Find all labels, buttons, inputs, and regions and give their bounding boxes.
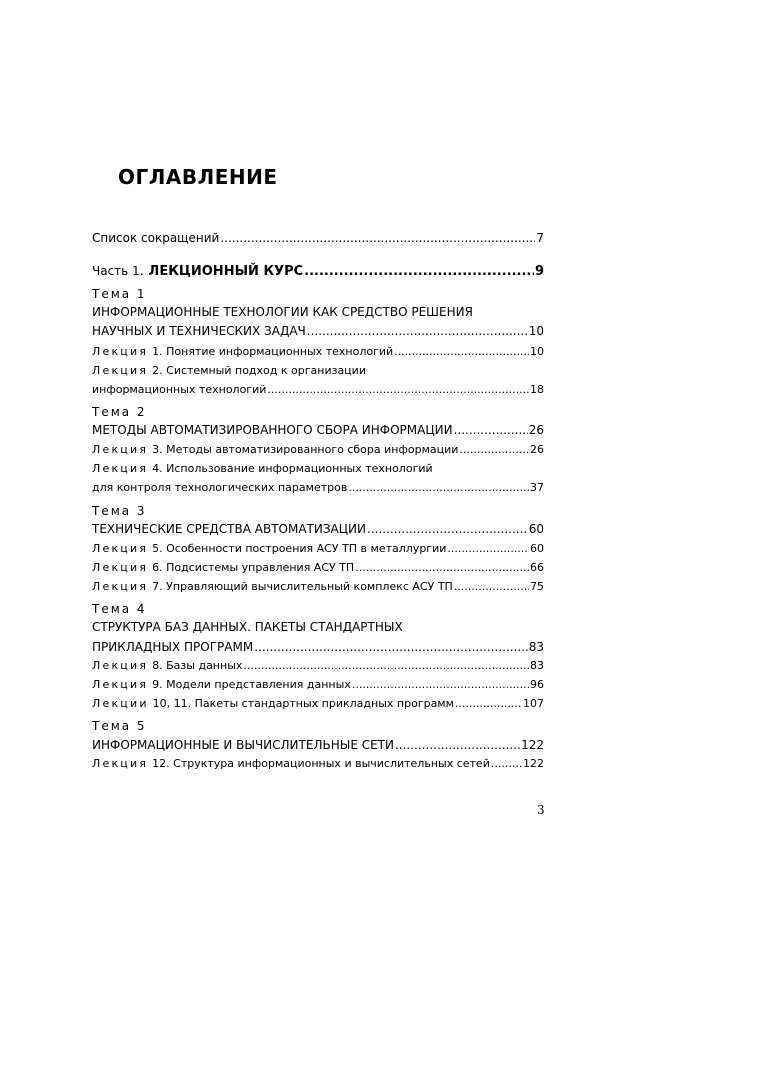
toc-entry-topic-2[interactable] bbox=[92, 423, 544, 437]
topic-title: НАУЧНЫХ И ТЕХНИЧЕСКИХ ЗАДАЧ bbox=[92, 324, 306, 338]
lecture-title-cont: для контроля технологических параметров bbox=[92, 481, 348, 494]
dot-leader bbox=[394, 345, 529, 358]
toc-page-number: 107 bbox=[523, 697, 544, 710]
toc-page-number: 83 bbox=[528, 640, 544, 654]
toc-page-number: 66 bbox=[530, 561, 544, 574]
toc-entry-lecture-8[interactable] bbox=[92, 659, 544, 672]
lecture-title: Модели представления данных bbox=[166, 678, 351, 691]
lecture-number: 9. bbox=[152, 678, 163, 691]
toc-page-number: 60 bbox=[528, 522, 544, 536]
toc-page-number: 83 bbox=[530, 659, 544, 672]
toc-entry-lecture-7[interactable] bbox=[92, 580, 544, 593]
toc-page-number: 7 bbox=[536, 231, 544, 245]
part-title: ЛЕКЦИОННЫЙ КУРС bbox=[148, 264, 304, 279]
topic-title: ИНФОРМАЦИОННЫЕ И ВЫЧИСЛИТЕЛЬНЫЕ СЕТИ bbox=[92, 738, 394, 752]
lecture-title: Пакеты стандартных прикладных программ bbox=[194, 697, 454, 710]
lecture-number: 12. bbox=[152, 757, 170, 770]
toc-page-number: 18 bbox=[530, 383, 544, 396]
dot-leader bbox=[395, 738, 520, 752]
lecture-number: 10, 11. bbox=[152, 697, 192, 710]
toc-entry-lecture-5[interactable] bbox=[92, 542, 544, 555]
lecture-number: 4. bbox=[152, 462, 163, 475]
dot-leader bbox=[459, 443, 529, 456]
lecture-title: Системный подход к организации bbox=[166, 364, 366, 377]
lecture-number: 5. bbox=[152, 542, 163, 555]
toc-page-number: 9 bbox=[534, 264, 544, 279]
lecture-word: Лекции bbox=[92, 697, 149, 710]
toc-entry-lecture-6[interactable] bbox=[92, 561, 544, 574]
toc-entry-topic-5[interactable] bbox=[92, 738, 544, 752]
lecture-title: Структура информационных и вычислительных сетей bbox=[173, 757, 490, 770]
toc-page-number: 96 bbox=[530, 678, 544, 691]
dot-leader bbox=[454, 423, 528, 437]
dot-leader bbox=[491, 757, 522, 770]
toc-page-number: 26 bbox=[528, 423, 544, 437]
lecture-title: Использование информационных технологий bbox=[166, 462, 433, 475]
toc-entry-lecture-2[interactable] bbox=[92, 364, 366, 377]
toc-entry-lecture-2-cont[interactable] bbox=[92, 383, 544, 396]
lecture-number: 8. bbox=[152, 659, 163, 672]
lecture-title: Базы данных bbox=[166, 659, 243, 672]
toc-entry-topic-4[interactable] bbox=[92, 640, 544, 654]
dot-leader bbox=[352, 678, 529, 691]
lecture-word: Лекция bbox=[92, 364, 149, 377]
dot-leader bbox=[267, 383, 529, 396]
dot-leader bbox=[348, 481, 529, 494]
toc-entry-lecture-1[interactable] bbox=[92, 345, 544, 358]
lecture-number: 7. bbox=[152, 580, 163, 593]
toc-page-number: 75 bbox=[530, 580, 544, 593]
lecture-word: Лекция bbox=[92, 678, 149, 691]
lecture-word: Лекция bbox=[92, 757, 149, 770]
dot-leader bbox=[447, 542, 529, 555]
topic-heading: Тема 2 bbox=[92, 405, 147, 419]
topic-heading: Тема 5 bbox=[92, 719, 147, 733]
page-title: ОГЛАВЛЕНИЕ bbox=[118, 165, 278, 189]
lecture-word: Лекция bbox=[92, 561, 149, 574]
toc-entry-lecture-10-11[interactable] bbox=[92, 697, 544, 710]
lecture-word: Лекция bbox=[92, 542, 149, 555]
dot-leader bbox=[367, 522, 528, 536]
toc-page-number: 26 bbox=[530, 443, 544, 456]
lecture-title: Управляющий вычислительный комплекс АСУ ТП bbox=[166, 580, 453, 593]
dot-leader bbox=[454, 580, 529, 593]
topic-heading: Тема 1 bbox=[92, 287, 147, 301]
toc-entry-abbreviations[interactable] bbox=[92, 231, 544, 245]
lecture-word: Лекция bbox=[92, 462, 149, 475]
lecture-word: Лекция bbox=[92, 345, 149, 358]
topic-heading: Тема 3 bbox=[92, 504, 147, 518]
lecture-word: Лекция bbox=[92, 580, 149, 593]
toc-page-number: 122 bbox=[523, 757, 544, 770]
toc-entry-lecture-4[interactable] bbox=[92, 462, 433, 475]
dot-leader bbox=[243, 659, 529, 672]
dot-leader bbox=[254, 640, 528, 654]
toc-page-number: 60 bbox=[530, 542, 544, 555]
toc-page-number: 122 bbox=[521, 738, 544, 752]
lecture-title: Особенности построения АСУ ТП в металлургии bbox=[166, 542, 447, 555]
page-number: 3 bbox=[537, 803, 545, 817]
lecture-word: Лекция bbox=[92, 443, 149, 456]
topic-title[interactable]: СТРУКТУРА БАЗ ДАННЫХ. ПАКЕТЫ СТАНДАРТНЫХ bbox=[92, 620, 403, 634]
toc-entry-lecture-3[interactable] bbox=[92, 443, 544, 456]
lecture-number: 6. bbox=[152, 561, 163, 574]
lecture-title-cont: информационных технологий bbox=[92, 383, 267, 396]
lecture-number: 2. bbox=[152, 364, 163, 377]
lecture-word: Лекция bbox=[92, 659, 149, 672]
lecture-title: Подсистемы управления АСУ ТП bbox=[166, 561, 355, 574]
toc-page-number: 10 bbox=[530, 345, 544, 358]
dot-leader bbox=[307, 324, 528, 338]
dot-leader bbox=[304, 264, 534, 279]
toc-entry-topic-3[interactable] bbox=[92, 522, 544, 536]
lecture-title: Понятие информационных технологий bbox=[166, 345, 394, 358]
lecture-number: 3. bbox=[152, 443, 163, 456]
topic-title: ТЕХНИЧЕСКИЕ СРЕДСТВА АВТОМАТИЗАЦИИ bbox=[92, 522, 367, 536]
topic-title[interactable]: ИНФОРМАЦИОННЫЕ ТЕХНОЛОГИИ КАК СРЕДСТВО РЕШЕНИЯ bbox=[92, 305, 473, 319]
dot-leader bbox=[455, 697, 522, 710]
toc-page-number: 10 bbox=[528, 324, 544, 338]
topic-title: МЕТОДЫ АВТОМАТИЗИРОВАННОГО СБОРА ИНФОРМАЦИИ bbox=[92, 423, 453, 437]
toc-entry-lecture-4-cont[interactable] bbox=[92, 481, 544, 494]
toc-entry-lecture-9[interactable] bbox=[92, 678, 544, 691]
topic-title: ПРИКЛАДНЫХ ПРОГРАММ bbox=[92, 640, 254, 654]
toc-entry-lecture-12[interactable] bbox=[92, 757, 544, 770]
topic-heading: Тема 4 bbox=[92, 602, 147, 616]
dot-leader bbox=[220, 231, 535, 245]
lecture-title: Методы автоматизированного сбора информации bbox=[166, 443, 459, 456]
toc-page-number: 37 bbox=[530, 481, 544, 494]
toc-entry-topic-1[interactable] bbox=[92, 324, 544, 338]
part-prefix: Часть 1. bbox=[92, 264, 144, 278]
dot-leader bbox=[355, 561, 529, 574]
toc-entry-label: Список сокращений bbox=[92, 231, 220, 245]
toc-entry-part-1[interactable] bbox=[92, 264, 544, 279]
lecture-number: 1. bbox=[152, 345, 163, 358]
